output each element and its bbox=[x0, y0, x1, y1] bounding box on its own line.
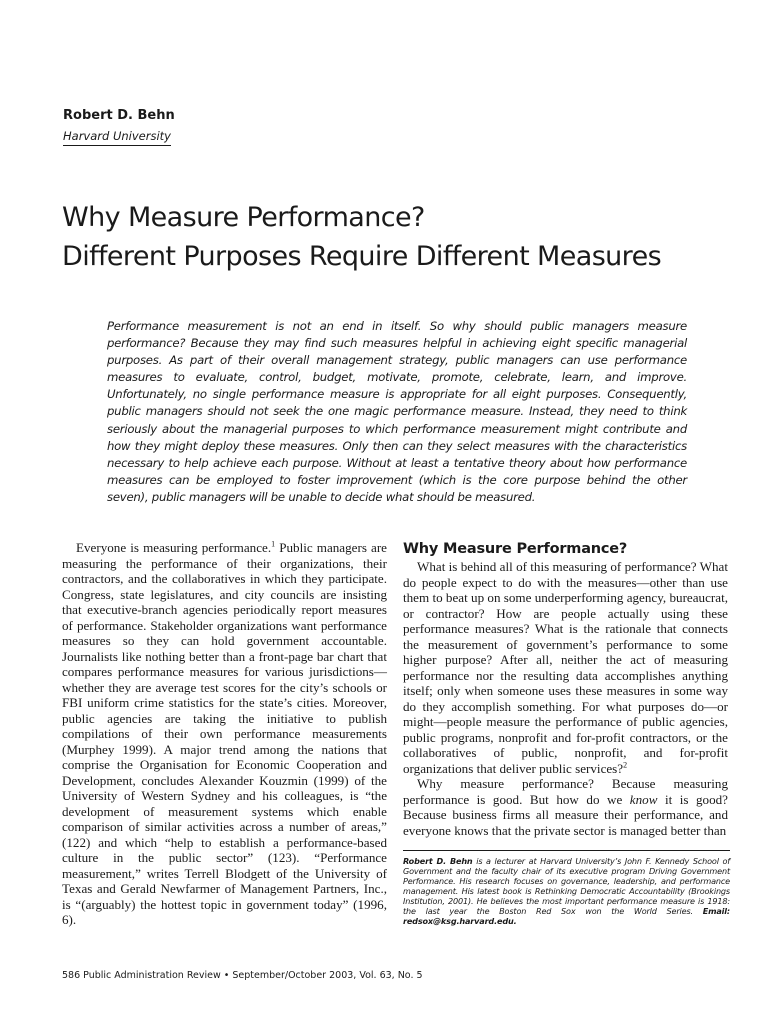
section-paragraph-1 bbox=[403, 559, 728, 776]
author-name: Robert D. Behn bbox=[63, 108, 175, 123]
author-affiliation: Harvard University bbox=[63, 128, 171, 146]
footnote-book-title: Rethinking Democratic Accountability bbox=[534, 886, 685, 896]
right-column bbox=[403, 540, 728, 838]
section-p2-text-rest: it is good? Because business firms all measure their performance, and everyone knows that the private sector is managed better than bbox=[403, 791, 728, 838]
title-line-2: Different Purposes Require Different Measures bbox=[62, 241, 662, 272]
footnote-divider bbox=[403, 850, 730, 851]
section-heading: Why Measure Performance? bbox=[403, 541, 628, 557]
footnote-email[interactable]: Email: redsox@ksg.harvard.edu. bbox=[403, 906, 730, 926]
footnote-author-name: Robert D. Behn bbox=[403, 856, 473, 866]
intro-text-start: Everyone is measuring performance. bbox=[76, 540, 272, 555]
footnote-text-1: is a lecturer at Harvard University’s John F. Kennedy School of Government and the faculty chair of its executive program Driving Government Performance. His research focuses on governance, leadership, and performance management. His latest book is bbox=[403, 856, 730, 896]
footnote-ref-1: 1 bbox=[271, 539, 276, 549]
section-p1-text: What is behind all of this measuring of performance? What do people expect to do with the measures—other than use them to beat up on some underperforming agency, bureaucrat, or contractor? How are people actually using these performance measures? What is the rationale that connects the measurement of government’s performance to some higher purpose? After all, neither the act of measuring performance nor the resulting data accomplishes anything itself; only when someone uses these measures in some way do they accomplish something. For what purposes do—or might—people measure the performance of public agencies, public programs, nonprofit and for-profit contractors, or the collaboratives of public, nonprofit, and for-profit organizations that deliver public services? bbox=[403, 559, 728, 776]
page-footer: 586 Public Administration Review • September/October 2003, Vol. 63, No. 5 bbox=[62, 970, 423, 981]
author-bio-footnote bbox=[403, 856, 730, 926]
intro-text-rest: Public managers are measuring the performance of their organizations, their contractors, and the collaboratives in which they participate. Congress, state legislatures, and city councils are insisting that executive-branch agencies periodically report measures of performance. Stakeholder organizations want performance measures so they can hold government accountable. Journalists like nothing better than a front-page bar chart that compares performance measures for various jurisdictions—whether they are average test scores for the city’s schools or FBI uniform crime statistics for the state’s cities. Moreover, public agencies are taking the initiative to publish compilations of their own performance measurements (Murphey 1999). A major trend among the nations that comprise the Organisation for Economic Cooperation and Development, concludes Alexander Kouzmin (1999) of the University of Western Sydney and his colleagues, is “the development of measurement systems which enable comparison of similar activities across a number of areas,” (122) and which “help to establish a performance-based culture in the public sector” (123). “Performance measurement,” writes Terrell Blodgett of the University of Texas and Gerald Newfarmer of Management Partners, Inc., is “(arguably) the hottest topic in government today” (1996, 6). bbox=[62, 540, 387, 927]
section-p2-text-start: Why measure performance? Because measuring performance is good. But how do we bbox=[403, 776, 728, 807]
footnote-text-2: (Brookings Institution, 2001). He believes the most important performance measure is 1918: the last year the Boston Red Sox won the World Series. bbox=[403, 886, 730, 916]
author-block bbox=[63, 108, 175, 146]
footnote-ref-2: 2 bbox=[623, 760, 628, 770]
intro-paragraph bbox=[62, 540, 387, 928]
left-column bbox=[62, 540, 387, 928]
article-title bbox=[62, 198, 742, 276]
abstract: Performance measurement is not an end in itself. So why should public managers measure performance? Because they may find such measures helpful in achieving eight specific managerial purposes. As part of their overall management strategy, public managers can use performance measures to evaluate, control, budget, motivate, promote, celebrate, learn, and improve. Unfortunately, no single performance measure is appropriate for all eight purposes. Consequently, public managers should not seek the one magic performance measure. Instead, they need to think seriously about the managerial purposes to which performance measurement might contribute and how they might deploy these measures. Only then can they select measures with the characteristics necessary to help achieve each purpose. Without at least a tentative theory about how performance measures can be employed to foster improvement (which is the core purpose behind the other seven), public managers will be unable to decide what should be measured. bbox=[107, 319, 687, 504]
section-p2-emphasis: know bbox=[629, 791, 658, 807]
section-paragraph-2 bbox=[403, 776, 728, 838]
title-line-1: Why Measure Performance? bbox=[62, 202, 425, 233]
